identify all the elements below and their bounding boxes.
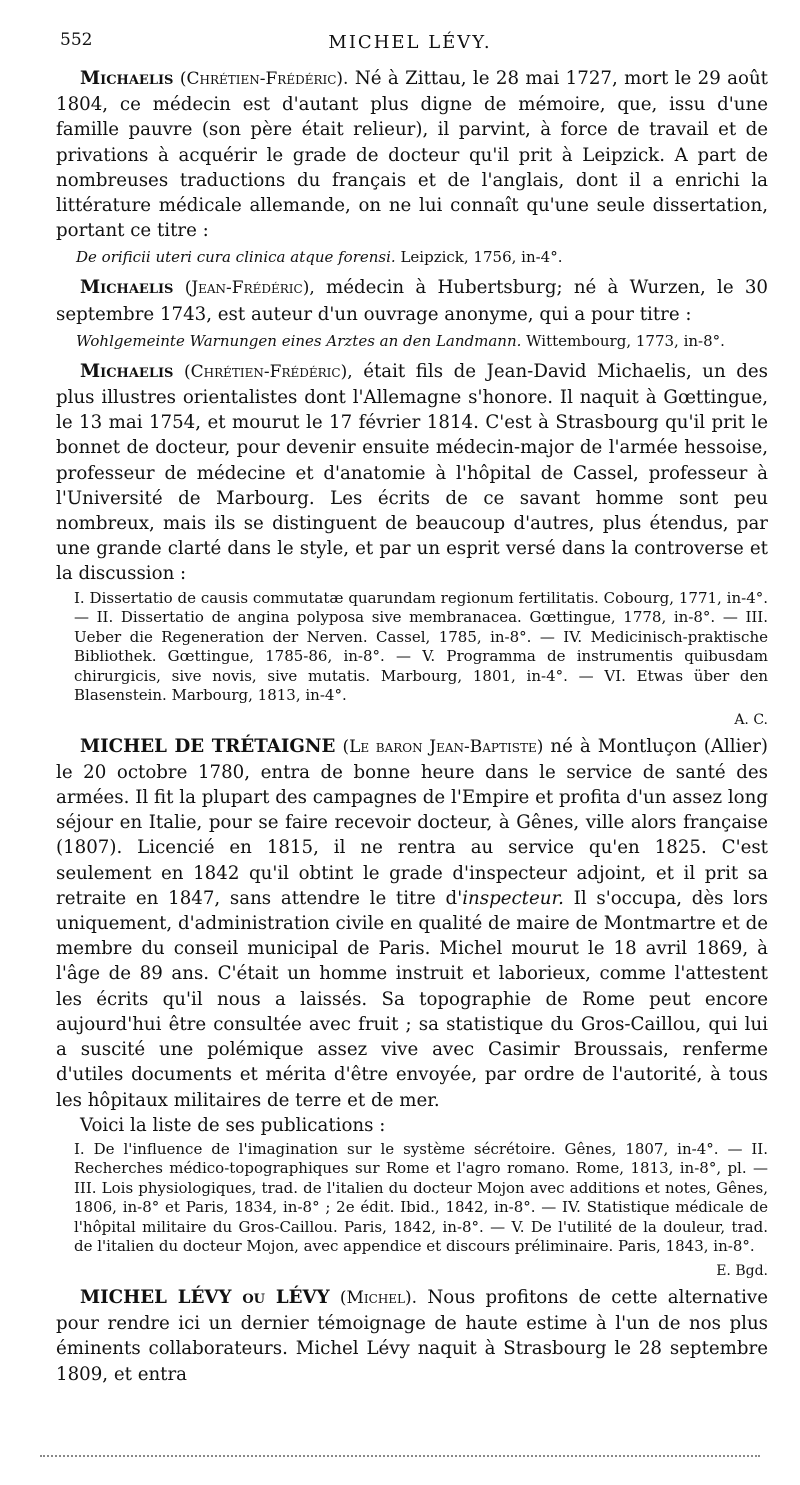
- entry-head: Michaelis: [80, 68, 174, 89]
- page-body: [56, 66, 768, 1387]
- reference-details: Leipzick, 1756, in-4°.: [400, 248, 563, 267]
- entry-signature: E. Bgd.: [716, 1262, 768, 1279]
- entry-text: Né à Zittau, le 28 mai 1727, mort le 29 août 1804, ce médecin est d'autant plus digne de mémoire, que, issu d'une famille pauvre (son père était relieur), il parvint, à force de travail et de privations à acquérir le grade de docteur qu'il prit à Leipzick. A part de nombreuses traductions du français et de l'anglais, dont il a enrichi la littérature médicale allemande, on ne lui connaît qu'une seule dissertation, portant ce titre :: [56, 68, 768, 242]
- reference-title: De orificii uteri cura clinica atque forensi.: [76, 248, 396, 267]
- entry-head: MICHEL LÉVY ou LÉVY: [80, 1286, 330, 1308]
- entry-text-italic: inspecteur.: [462, 887, 564, 909]
- entry-text: né à Montluçon (Allier) le 20 octobre 1780, entra de bonne heure dans le service de santé des armées. Il fit la plupart des campagnes de l'Empire et profita d'un assez long séjour en Italie, pour se faire recevoir docteur, à Gênes, ville alors française (1807). Licencié en 1815, il ne rentra au service qu'en 1825. C'est seulement en 1842 qu'il obtint le grade d'inspecteur adjoint, et il prit sa retraite en 1847, sans attendre le titre d': [56, 735, 768, 909]
- page-number: 552: [60, 30, 93, 50]
- entry-reference: [76, 331, 768, 351]
- entry-text: Nous profitons de cette alternative pour rendre ici un dernier témoignage de haute estime à l'un de nos plus éminents collaborateurs. Michel Lévy naquit à Strasbourg le 28 septembre 1809, et entra: [56, 1286, 768, 1385]
- entry-michel-de-tretaigne: [56, 734, 768, 1113]
- entry-michel-levy: [56, 1285, 768, 1387]
- entry-signature: A. C.: [734, 711, 768, 728]
- entry-name: (Michel).: [339, 1287, 418, 1308]
- reference-title: Wohlgemeinte Warnungen eines Arztes an den Landmann.: [76, 331, 522, 350]
- entry-name: (Jean-Frédéric),: [184, 278, 315, 299]
- page-header: [60, 30, 760, 56]
- entry-bibliography: I. De l'influence de l'imagination sur le système sécrétoire. Gênes, 1807, in-4°. — II. Recherches médico-topographiques sur Rome et l'agro romano. Rome, 1813, in-8°, pl. — III. Lois physiologiques, trad. de l'italien du docteur Mojon avec additions et notes, Gênes, 1806, in-8° et Paris, 1834, in-8° ; 2e édit. Ibid., 1842, in-8°. — IV. Statistique médicale de l'hôpital militaire du Gros-Caillou. Paris, 1842, in-8°. — V. De l'utilité de la douleur, trad. de l'italien du docteur Mojon, avec appendice et discours préliminaire. Paris, 1843, in-8°.: [74, 1139, 768, 1256]
- entry-michaelis-1: [56, 66, 768, 243]
- entry-text: médecin à Hubertsburg; né à Wurzen, le 30 septembre 1743, est auteur d'un ouvrage anonyme, qui a pour titre :: [56, 277, 768, 325]
- entry-reference: [76, 247, 768, 267]
- entry-bibliography: I. Dissertatio de causis commutatæ quarundam regionum fertilitatis. Cobourg, 1771, in-4°. — II. Dissertatio de angina polyposa sive membranacea. Gœttingue, 1778, in-8°. — III. Ueber die Regeneration der Nerven. Cassel, 1785, in-8°. — IV. Medicinisch-praktische Bibliothek. Gœttingue, 1785-86, in-8°. — V. Programma de instrumentis quibusdam chirurgicis, sive novis, sive mutatis. Marbourg, 1801, in-4°. — VI. Etwas über den Blasenstein. Marbourg, 1813, in-4°.: [74, 588, 768, 705]
- reference-details: Wittembourg, 1773, in-8°.: [526, 331, 725, 350]
- entry-list-intro: Voici la liste de ses publications :: [80, 1114, 386, 1136]
- entry-michaelis-3: [56, 359, 768, 587]
- entry-name: (Le baron Jean-Baptiste): [342, 736, 544, 757]
- entry-head: MICHEL DE TRÉTAIGNE: [80, 735, 336, 757]
- running-title: MICHEL LÉVY.: [328, 32, 492, 53]
- entry-text-continued: Il s'occupa, dès lors uniquement, d'administration civile en qualité de maire de Montmartre et de membre du conseil municipal de Paris. Michel mourut le 18 avril 1869, à l'âge de 89 ans. C'était un homme instruit et laborieux, comme l'attestent les écrits qu'il nous a laissés. Sa topographie de Rome peut encore aujourd'hui être consultée avec fruit ; sa statistique du Gros-Caillou, qui lui a suscité une polémique assez vive avec Casimir Broussais, renferme d'utiles documents et mérita d'être envoyée, par ordre de l'autorité, à tous les hôpitaux militaires de terre et de mer.: [56, 887, 768, 1111]
- entry-head: Michaelis: [80, 360, 174, 382]
- footer-dotted-rule: [40, 1455, 760, 1457]
- entry-michaelis-2: [56, 275, 768, 326]
- entry-text: était fils de Jean-David Michaelis, un des plus illustres orientalistes dont l'Allemagne s'honore. Il naquit à Gœttingue, le 13 mai 1754, et mourut le 17 février 1814. C'est à Strasbourg qu'il prit le bonnet de docteur, pour devenir ensuite médecin-major de l'armée hessoise, professeur de médecine et d'anatomie à l'hôpital de Cassel, professeur à l'Université de Marbourg. Les écrits de ce savant homme sont peu nombreux, mais ils se distinguent de beaucoup d'autres, plus étendus, par une grande clarté dans le style, et par un esprit versé dans la controverse et la discussion :: [56, 360, 768, 585]
- entry-name: (Chrétien-Frédéric).: [179, 69, 349, 89]
- entry-head: Michaelis: [80, 277, 174, 299]
- entry-name: (Chrétien-Frédéric),: [184, 361, 353, 382]
